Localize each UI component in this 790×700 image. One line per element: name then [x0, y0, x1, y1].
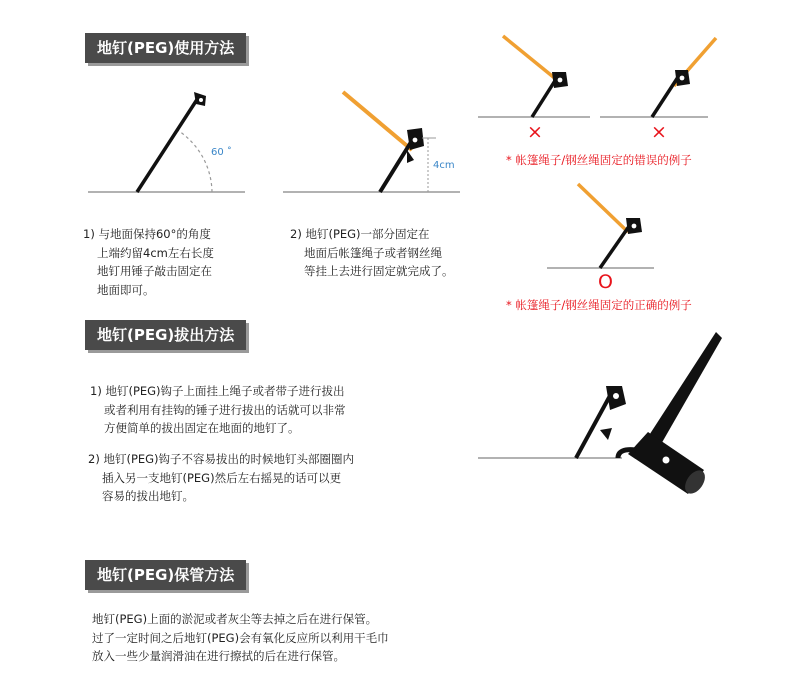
removal-section-title: 地钉(PEG)拔出方法 [85, 320, 246, 350]
storage-section-title: 地钉(PEG)保管方法 [85, 560, 246, 590]
wrong-mark-left: × [527, 121, 543, 143]
removal-step-1 [90, 382, 346, 438]
storage-text-line: 地钉(PEG)上面的淤泥或者灰尘等去掉之后在进行保管。 [92, 612, 378, 626]
storage-text-line: 过了一定时间之后地钉(PEG)会有氧化反应所以利用干毛巾 [92, 630, 389, 645]
removal-step-2-line: 2) 地钉(PEG)钩子不容易拔出的时候地钉头部圈圈内 [88, 452, 355, 466]
usage-step-1-line: 上端约留4cm左右长度 [97, 245, 214, 260]
usage-section-title: 地钉(PEG)使用方法 [85, 33, 246, 63]
usage-step-2-line: 等挂上去进行固定就完成了。 [304, 264, 454, 278]
correct-example-caption: * 帐篷绳子/钢丝绳固定的正确的例子 [506, 298, 692, 312]
usage-step-2 [290, 225, 454, 281]
usage-step-1-line: 地钉用锤子敲击固定在 [97, 264, 212, 278]
removal-step-1-line: 方便简单的拔出固定在地面的地钉了。 [104, 421, 300, 435]
wrong-example-left [478, 36, 590, 143]
correct-mark: O [598, 271, 613, 293]
peg-angle-figure [88, 92, 245, 192]
wrong-example-right [600, 38, 716, 143]
usage-step-2-line: 2) 地钉(PEG)一部分固定在 [290, 227, 430, 241]
wrong-example-caption: * 帐篷绳子/钢丝绳固定的错误的例子 [506, 153, 692, 167]
usage-step-1 [83, 225, 214, 299]
usage-step-1-line: 1) 与地面保持60°的角度 [83, 227, 211, 241]
removal-step-2 [88, 450, 354, 506]
storage-text-line: 放入一些少量润滑油在进行擦拭的后在进行保管。 [92, 649, 345, 663]
removal-step-2-line: 容易的拔出地钉。 [102, 489, 194, 503]
removal-step-2-line: 插入另一支地钉(PEG)然后左右摇晃的话可以更 [102, 470, 342, 485]
usage-step-1-line: 地面即可。 [97, 282, 155, 297]
angle-label: 60 ˚ [211, 147, 232, 158]
height-label: 4cm [433, 160, 455, 171]
removal-figure [478, 332, 722, 497]
usage-step-2-line: 地面后帐篷绳子或者钢丝绳 [304, 245, 442, 260]
correct-example [547, 184, 654, 293]
removal-step-1-line: 1) 地钉(PEG)钩子上面挂上绳子或者带子进行拔出 [90, 384, 345, 398]
removal-step-1-line: 或者利用有挂钩的锤子进行拔出的话就可以非常 [104, 402, 346, 417]
peg-rope-figure [283, 92, 460, 192]
storage-text [92, 610, 389, 666]
wrong-mark-right: × [651, 121, 667, 143]
